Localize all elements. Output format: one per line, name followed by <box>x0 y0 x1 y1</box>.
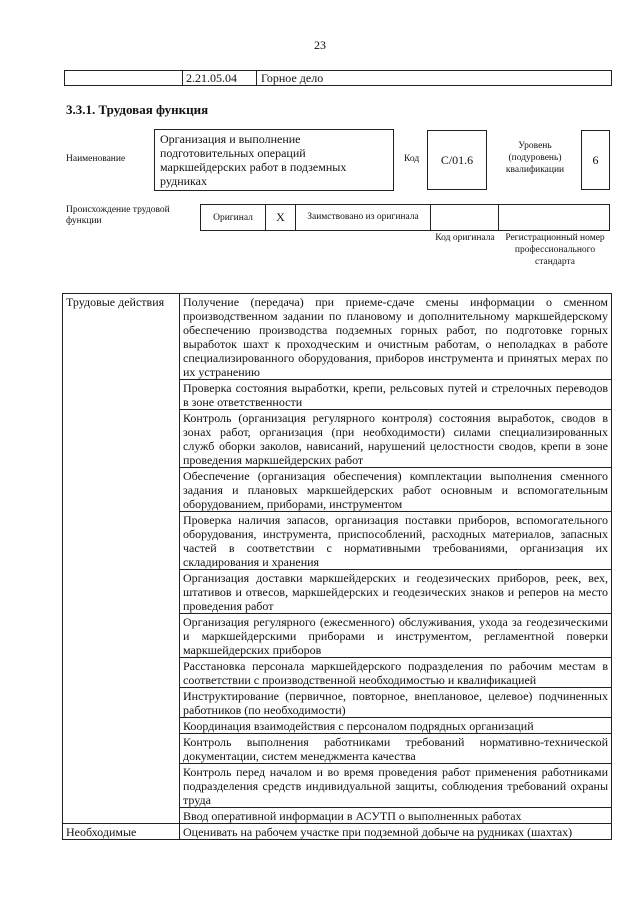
labor-action: Контроль (организация регулярного контроля) состояния выработок, сводов в зонах работ, организация (при необходимости) силами специализированных служб оборки заколов, нависаний, нарушений целостности сводов, крепи в зоне проведения маркшейдерских работ <box>180 410 612 468</box>
function-name: Организация и выполнение подготовительных операций маркшейдерских работ в подземных рудниках <box>154 129 394 191</box>
original-mark: X <box>266 205 296 230</box>
labor-action: Ввод оперативной информации в АСУТП о выполненных работах <box>180 808 612 824</box>
labor-action: Получение (передача) при приеме-сдаче смены информации о сменном производственном задании по плановому и дополнительному маркшейдерскому обеспечению производства подземных горных работ, по подготовке горных выработок шахт к проходческим и очистным работам, о неполадках в работе специализированного оборудования, приборов инструмента и принятых мерах по их устранению <box>180 294 612 380</box>
level-label: Уровень (подуровень) квалификации <box>505 141 565 175</box>
reg-number-label: Регистрационный номер профессионального стандарта <box>505 233 605 267</box>
page-number: 23 <box>314 38 326 52</box>
original-code-cell <box>431 205 499 230</box>
labor-actions-table <box>62 293 612 840</box>
table-row <box>63 824 612 840</box>
labor-actions-label: Трудовые действия <box>63 294 180 824</box>
labor-action: Контроль перед началом и во время проведения работ применения работниками подразделения средств индивидуальной защиты, соблюдения требований охраны труда <box>180 764 612 808</box>
labor-action: Проверка состояния выработки, крепи, рельсовых путей и стрелочных переводов в зоне ответственности <box>180 380 612 410</box>
code-bar-empty-cell <box>65 71 183 85</box>
code-original-label: Код оригинала <box>435 233 495 243</box>
origin-label: Происхождение трудовой функции <box>66 205 170 226</box>
labor-action: Организация регулярного (ежесменного) обслуживания, ухода за геодезическими и маркшейдерскими приборами и инструментом, регламентной поверки маркшейдерских приборов <box>180 614 612 658</box>
labor-action: Контроль выполнения работниками требований нормативно-технической документации, систем менеджмента качества <box>180 734 612 764</box>
skills-label: Необходимые <box>63 824 180 840</box>
table-row <box>63 294 612 380</box>
origin-row <box>200 204 610 231</box>
occupation-name: Горное дело <box>261 71 324 85</box>
skill-item: Оценивать на рабочем участке при подземной добыче на рудниках (шахтах) <box>180 824 612 840</box>
labor-action: Инструктирование (первичное, повторное, внеплановое, целевое) подчиненных работников (по необходимости) <box>180 688 612 718</box>
labor-action: Проверка наличия запасов, организация поставки приборов, вспомогательного оборудования, инструмента, приспособлений, расходных материалов, запасных частей в соответствии с нормативными требованиями, организация их складирования и хранения <box>180 512 612 570</box>
section-title: 3.3.1. Трудовая функция <box>66 102 209 117</box>
name-label: Наименование <box>66 154 126 164</box>
occupation-code: 2.21.05.04 <box>183 71 257 85</box>
borrowed-label: Заимствовано из оригинала <box>296 205 431 230</box>
occupation-code-bar <box>64 70 612 86</box>
code-label: Код <box>404 154 420 164</box>
labor-action: Координация взаимодействия с персоналом подрядных организаций <box>180 718 612 734</box>
qualification-level: 6 <box>581 130 610 190</box>
reg-number-cell <box>499 205 609 230</box>
labor-action: Расстановка персонала маркшейдерского подразделения по рабочим местам в соответствии с производственной необходимостью и квалификацией <box>180 658 612 688</box>
original-label: Оригинал <box>201 205 266 230</box>
labor-action: Организация доставки маркшейдерских и геодезических приборов, реек, вех, штативов и отвесов, маркшейдерских и геодезических знаков и реперов на место проведения работ <box>180 570 612 614</box>
function-code: C/01.6 <box>427 130 487 190</box>
labor-action: Обеспечение (организация обеспечения) комплектации выполнения сменного задания и плановых маркшейдерских работ основным и вспомогательным оборудованием, приборами, инструментом <box>180 468 612 512</box>
